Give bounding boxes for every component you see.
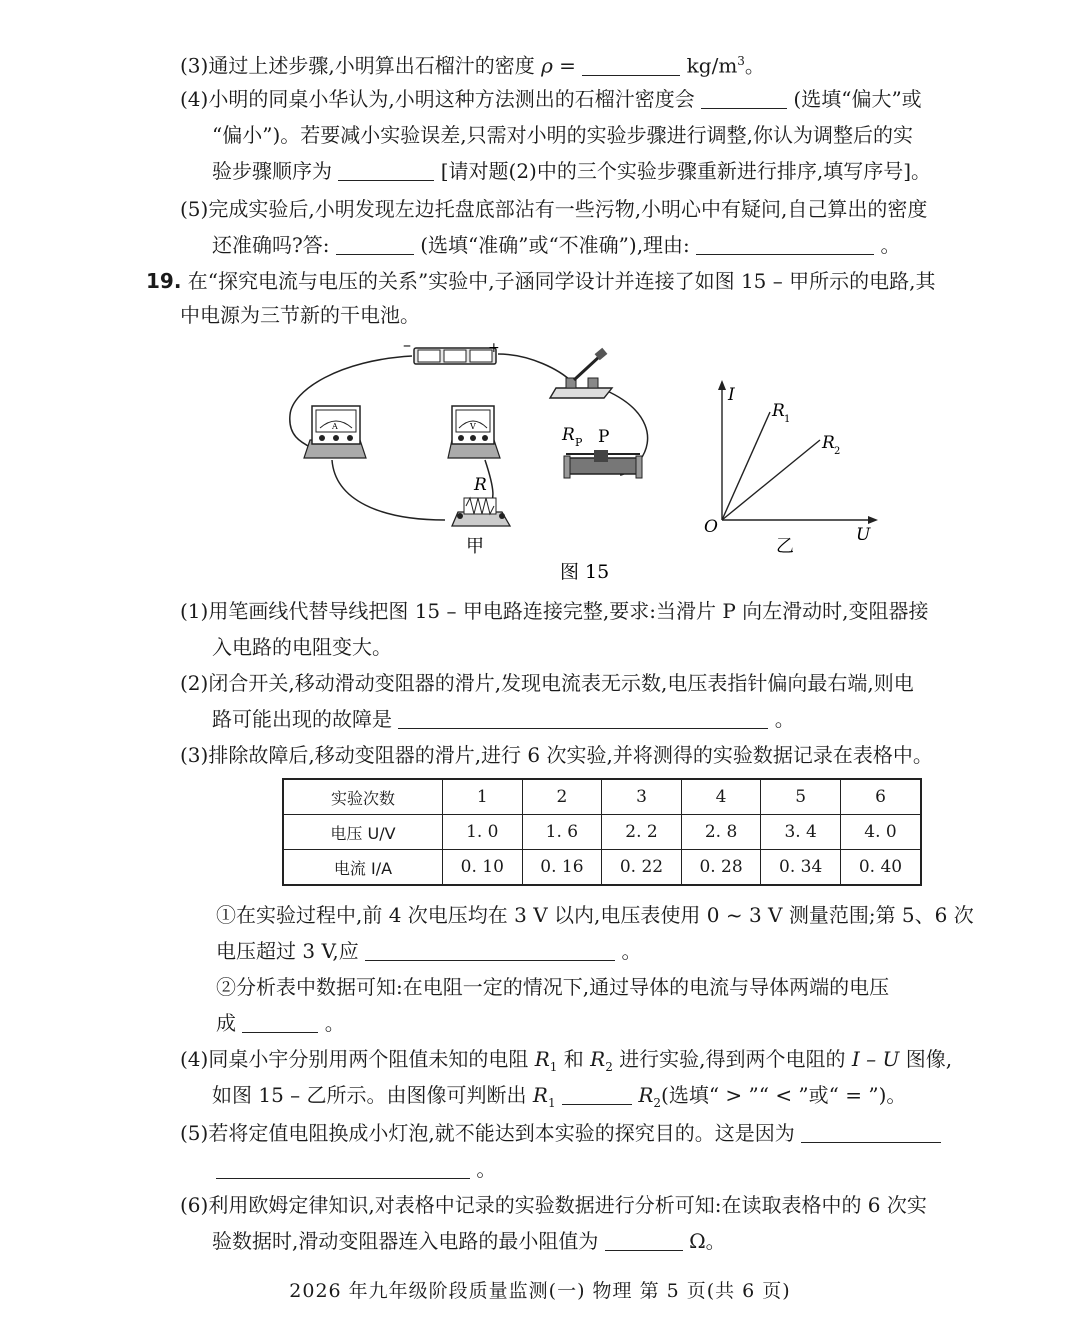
r2-line [722, 440, 820, 520]
answer-blank[interactable] [365, 940, 615, 961]
punct: 。 [621, 939, 642, 963]
ammeter [304, 406, 366, 458]
answer-blank[interactable] [216, 1158, 470, 1179]
answer-blank[interactable] [701, 88, 787, 109]
part-label: (4) [180, 1047, 209, 1071]
unit: kg/m [686, 53, 738, 78]
rp-subscript: P [575, 436, 583, 449]
text: 利用欧姆定律知识,对表格中记录的实验数据进行分析可知:在读取表格中的 6 次实 [208, 1193, 927, 1217]
battery-plus-label: + [488, 340, 500, 356]
text: 路可能出现的故障是 [212, 707, 392, 731]
r1-symbol: R [534, 1047, 550, 1071]
table-cell: 3. 4 [761, 815, 841, 850]
table-cell: 2. 2 [602, 815, 682, 850]
table-row-header [283, 779, 921, 815]
part-label: (4) [180, 87, 209, 111]
q19-part5-line2 [216, 1156, 496, 1182]
answer-blank[interactable] [801, 1122, 941, 1143]
rheostat [561, 425, 642, 478]
part-label: (5) [180, 197, 209, 221]
rho-symbol: ρ = [541, 53, 576, 78]
text: (选填“偏大”或 [793, 87, 922, 111]
text: 还准确吗?答: [212, 233, 330, 257]
table-cell: 0. 40 [840, 850, 921, 886]
table-cell: 1. 0 [443, 815, 523, 850]
text: 验步骤顺序为 [212, 159, 332, 183]
part-label: (3) [180, 743, 209, 767]
slider-p-label: P [598, 427, 610, 447]
table-cell: 0. 34 [761, 850, 841, 886]
table-cell: 1. 6 [522, 815, 602, 850]
text: 图像, [905, 1047, 953, 1071]
answer-blank[interactable] [242, 1012, 318, 1033]
q18-part4-line1 [180, 86, 922, 112]
text: Ω。 [689, 1229, 726, 1253]
text: 在“探究电流与电压的关系”实验中,子涵同学设计并连接了如图 15 – 甲所示的电路,其 [187, 269, 936, 293]
text: 用笔画线代替导线把图 15 – 甲电路连接完整,要求:当滑片 P 向左滑动时,变阻器接 [208, 599, 929, 623]
table-cell: 2 [522, 779, 602, 815]
q19-sub1-line2 [216, 938, 641, 964]
q19-part2-line2 [212, 706, 795, 732]
text: 小明的同桌小华认为,小明这种方法测出的石榴汁密度会 [208, 87, 695, 111]
q19-sub2-line1: ②分析表中数据可知:在电阻一定的情况下,通过导体的电流与导体两端的电压 [216, 975, 890, 999]
q19-intro-line2: 中电源为三节新的干电池。 [180, 303, 420, 327]
q19-part1-line2: 入电路的电阻变大。 [212, 635, 392, 659]
q19-part4-line1 [180, 1046, 952, 1080]
table-row-voltage [283, 815, 921, 850]
table-header-cell: 实验次数 [283, 779, 443, 815]
q19-part5-line1 [180, 1120, 941, 1146]
part-label: (2) [180, 671, 209, 695]
table-cell: 4. 0 [840, 815, 921, 850]
q18-part4-line2: “偏小”)。若要减小实验误差,只需对小明的实验步骤进行调整,你认为调整后的实 [212, 123, 913, 147]
r1-subscript: 1 [784, 414, 791, 425]
table-cell: 6 [840, 779, 921, 815]
punct: 。 [324, 1011, 345, 1035]
table-cell: 3 [602, 779, 682, 815]
data-table [282, 778, 922, 886]
q18-part3 [180, 48, 765, 79]
r2-label: R [822, 433, 835, 453]
punct: 。 [880, 233, 901, 257]
figure-caption: 图 15 [560, 561, 610, 583]
table-cell: 0. 28 [681, 850, 761, 886]
table-cell: 5 [761, 779, 841, 815]
q19-part4-line2 [212, 1082, 906, 1116]
iu-graph [704, 380, 878, 557]
question-number: 19. [146, 269, 182, 293]
q19-sub1-line1: ①在实验过程中,前 4 次电压均在 3 V 以内,电压表使用 0 ~ 3 V 测量范围;第 5、6 次 [216, 903, 974, 927]
r1-subscript: 1 [547, 1096, 556, 1110]
r2-symbol: R [590, 1047, 606, 1071]
text: 同桌小宇分别用两个阻值未知的电阻 [208, 1047, 529, 1071]
voltmeter [448, 406, 500, 458]
table-cell: 0. 16 [522, 850, 602, 886]
r2-subscript: 2 [605, 1060, 613, 1074]
q19-part6-line2 [212, 1228, 726, 1254]
answer-blank[interactable] [336, 234, 414, 255]
part-label: (6) [180, 1193, 209, 1217]
axis-u-label: U [856, 525, 871, 545]
ammeter-letter: A [332, 422, 338, 431]
text: 如图 15 – 乙所示。由图像可判断出 [212, 1083, 527, 1107]
voltmeter-letter: V [470, 422, 476, 431]
text: 排除故障后,移动变阻器的滑片,进行 6 次实验,并将测得的实验数据记录在表格中。 [208, 743, 933, 767]
text: 若将定值电阻换成小灯泡,就不能达到本实验的探究目的。这是因为 [208, 1121, 795, 1145]
table-cell: 2. 8 [681, 815, 761, 850]
answer-blank[interactable] [696, 234, 874, 255]
q19-part6-line1 [180, 1192, 927, 1218]
resistor-label: R [474, 475, 487, 495]
label-jia: 甲 [466, 536, 484, 557]
figure-15 [0, 330, 1080, 590]
rp-label: R [562, 425, 575, 445]
battery-pack [403, 335, 500, 364]
fixed-resistor [452, 475, 510, 526]
text: (选填“准确”或“不准确”),理由: [420, 233, 690, 257]
punct: 。 [774, 707, 795, 731]
part-label: (1) [180, 599, 209, 623]
answer-blank[interactable] [398, 708, 768, 729]
iu-symbol: I – U [851, 1047, 900, 1071]
r1-subscript: 1 [549, 1060, 558, 1074]
q18-part4-line3 [212, 158, 931, 184]
q19-part1-line1 [180, 598, 929, 624]
part-label: (3) [180, 53, 209, 78]
q18-part5-line1 [180, 196, 927, 222]
part-label: (5) [180, 1121, 209, 1145]
r2-subscript: 2 [653, 1096, 662, 1110]
table-cell: 0. 10 [443, 850, 523, 886]
table-row-current [283, 850, 921, 886]
r1-label: R [772, 401, 785, 421]
table-cell: 1 [443, 779, 523, 815]
table-cell: 0. 22 [602, 850, 682, 886]
punct: 。 [744, 53, 765, 78]
text: 进行实验,得到两个电阻的 [619, 1047, 846, 1071]
text: 验数据时,滑动变阻器连入电路的最小阻值为 [212, 1229, 599, 1253]
r2-subscript: 2 [834, 446, 841, 457]
page-footer: 2026 年九年级阶段质量监测(一) 物理 第 5 页(共 6 页) [289, 1280, 791, 1302]
q19-intro-line1 [146, 268, 935, 294]
r1-line [722, 412, 770, 520]
text: (选填“ > ”“ < ”或“ = ”)。 [661, 1083, 907, 1107]
answer-blank[interactable] [562, 1084, 632, 1105]
r1-symbol: R [532, 1083, 548, 1107]
text: 和 [563, 1047, 584, 1071]
text: 通过上述步骤,小明算出石榴汁的密度 [208, 53, 535, 78]
table-header-cell: 电压 U/V [283, 815, 443, 850]
text: 闭合开关,移动滑动变阻器的滑片,发现电流表无示数,电压表指针偏向最右端,则电 [208, 671, 914, 695]
answer-blank[interactable] [605, 1230, 683, 1251]
text: 电压超过 3 V,应 [216, 939, 359, 963]
unit-exponent: 3 [737, 54, 745, 68]
q19-part3 [180, 742, 933, 768]
battery-minus-label: – [403, 335, 411, 354]
text: 成 [216, 1011, 236, 1035]
table-cell: 4 [681, 779, 761, 815]
label-yi: 乙 [776, 536, 794, 557]
text: [请对题(2)中的三个实验步骤重新进行排序,填写序号]。 [440, 159, 932, 183]
q19-part2-line1 [180, 670, 914, 696]
origin-label: O [704, 517, 718, 537]
q19-sub2-line2 [216, 1010, 345, 1036]
answer-blank[interactable] [338, 160, 434, 181]
punct: 。 [476, 1157, 497, 1181]
table-header-cell: 电流 I/A [283, 850, 443, 886]
q18-part5-line2 [212, 232, 901, 258]
text: 完成实验后,小明发现左边托盘底部沾有一些污物,小明心中有疑问,自己算出的密度 [208, 197, 928, 221]
answer-blank[interactable] [582, 55, 680, 76]
r2-symbol: R [638, 1083, 654, 1107]
axis-i-label: I [728, 385, 735, 405]
